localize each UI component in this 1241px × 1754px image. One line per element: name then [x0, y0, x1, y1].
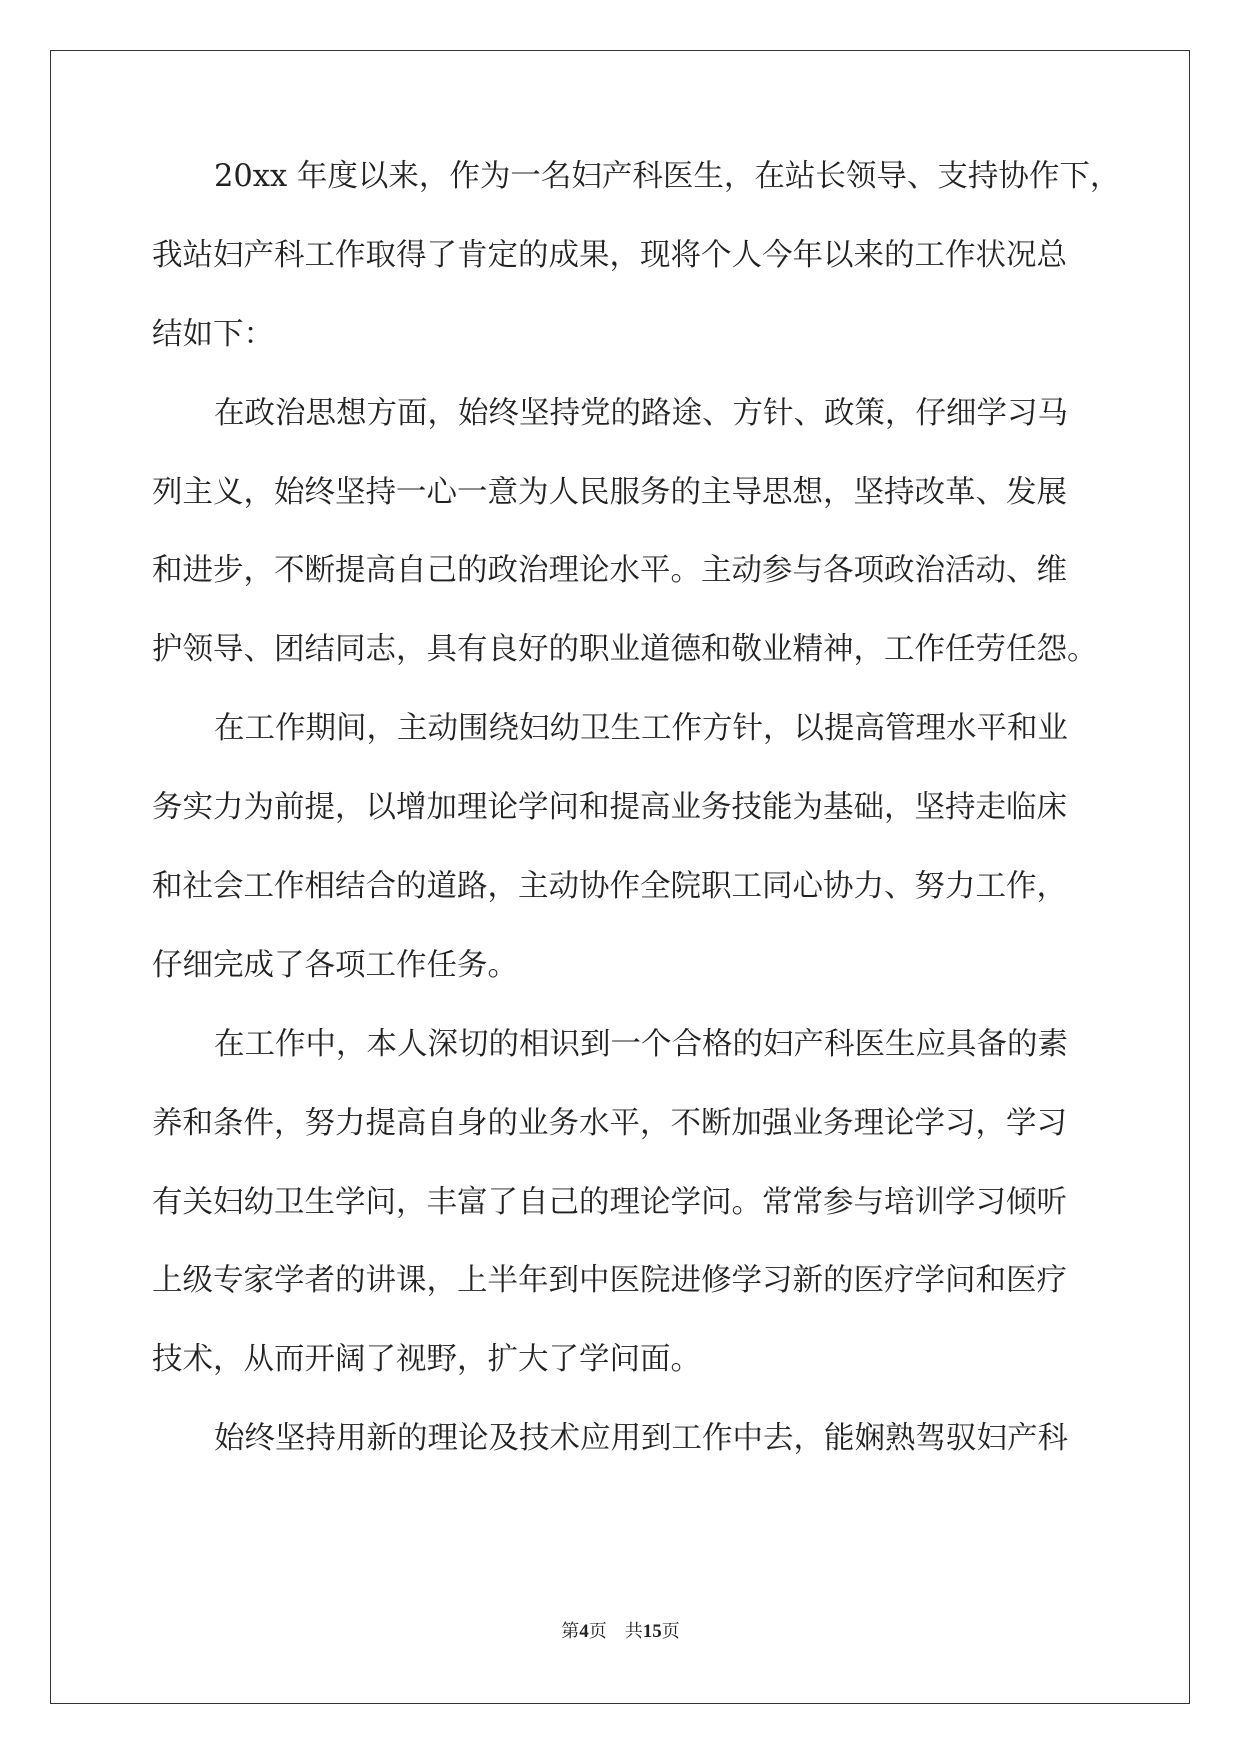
text-line: 20xx 年度以来，作为一名妇产科医生，在站长领导、支持协作下， [214, 159, 1121, 194]
text-line: 和进步，不断提高自己的政治理论水平。主动参与各项政治活动、维 [152, 553, 1067, 589]
footer-page-label: 页 [588, 1621, 607, 1642]
text-line: 养和条件，努力提高自身的业务水平，不断加强业务理论学习，学习 [152, 1105, 1067, 1141]
text-line: 我站妇产科工作取得了肯定的成果，现将个人今年以来的工作状况总 [152, 237, 1067, 273]
text-line: 列主义，始终坚持一心一意为人民服务的主导思想，坚持改革、发展 [152, 474, 1067, 510]
footer-page-total: 15 [642, 1621, 662, 1642]
text-line: 在工作中，本人深切的相识到一个合格的妇产科医生应具备的素 [214, 1026, 1068, 1062]
text-line: 务实力为前提，以增加理论学问和提高业务技能为基础，坚持走临床 [152, 790, 1067, 826]
text-line: 仔细完成了各项工作任务。 [152, 947, 518, 983]
text-line: 在政治思想方面，始终坚持党的路途、方针、政策，仔细学习马 [214, 395, 1068, 431]
text-line: 有关妇幼卫生学问，丰富了自己的理论学问。常常参与培训学习倾听 [152, 1184, 1067, 1220]
text-line: 上级专家学者的讲课，上半年到中医院进修学习新的医疗学问和医疗 [152, 1263, 1067, 1299]
footer-total-label: 页 [661, 1621, 680, 1642]
footer-page-current: 4 [579, 1621, 589, 1642]
text-line: 技术，从而开阔了视野，扩大了学问面。 [152, 1342, 701, 1378]
page-footer [0, 1617, 1241, 1643]
text-line: 结如下： [152, 316, 274, 352]
text-line: 在工作期间，主动围绕妇幼卫生工作方针，以提高管理水平和业 [214, 711, 1068, 747]
footer-page-prefix: 第 [561, 1621, 580, 1642]
text-line: 和社会工作相结合的道路，主动协作全院职工同心协力、努力工作， [152, 869, 1067, 905]
text-line: 护领导、团结同志，具有良好的职业道德和敬业精神，工作任劳任怨。 [152, 632, 1098, 668]
text-line: 始终坚持用新的理论及技术应用到工作中去，能娴熟驾驭妇产科 [214, 1421, 1068, 1457]
document-body [152, 159, 1121, 1501]
footer-total-prefix: 共 [624, 1621, 643, 1642]
